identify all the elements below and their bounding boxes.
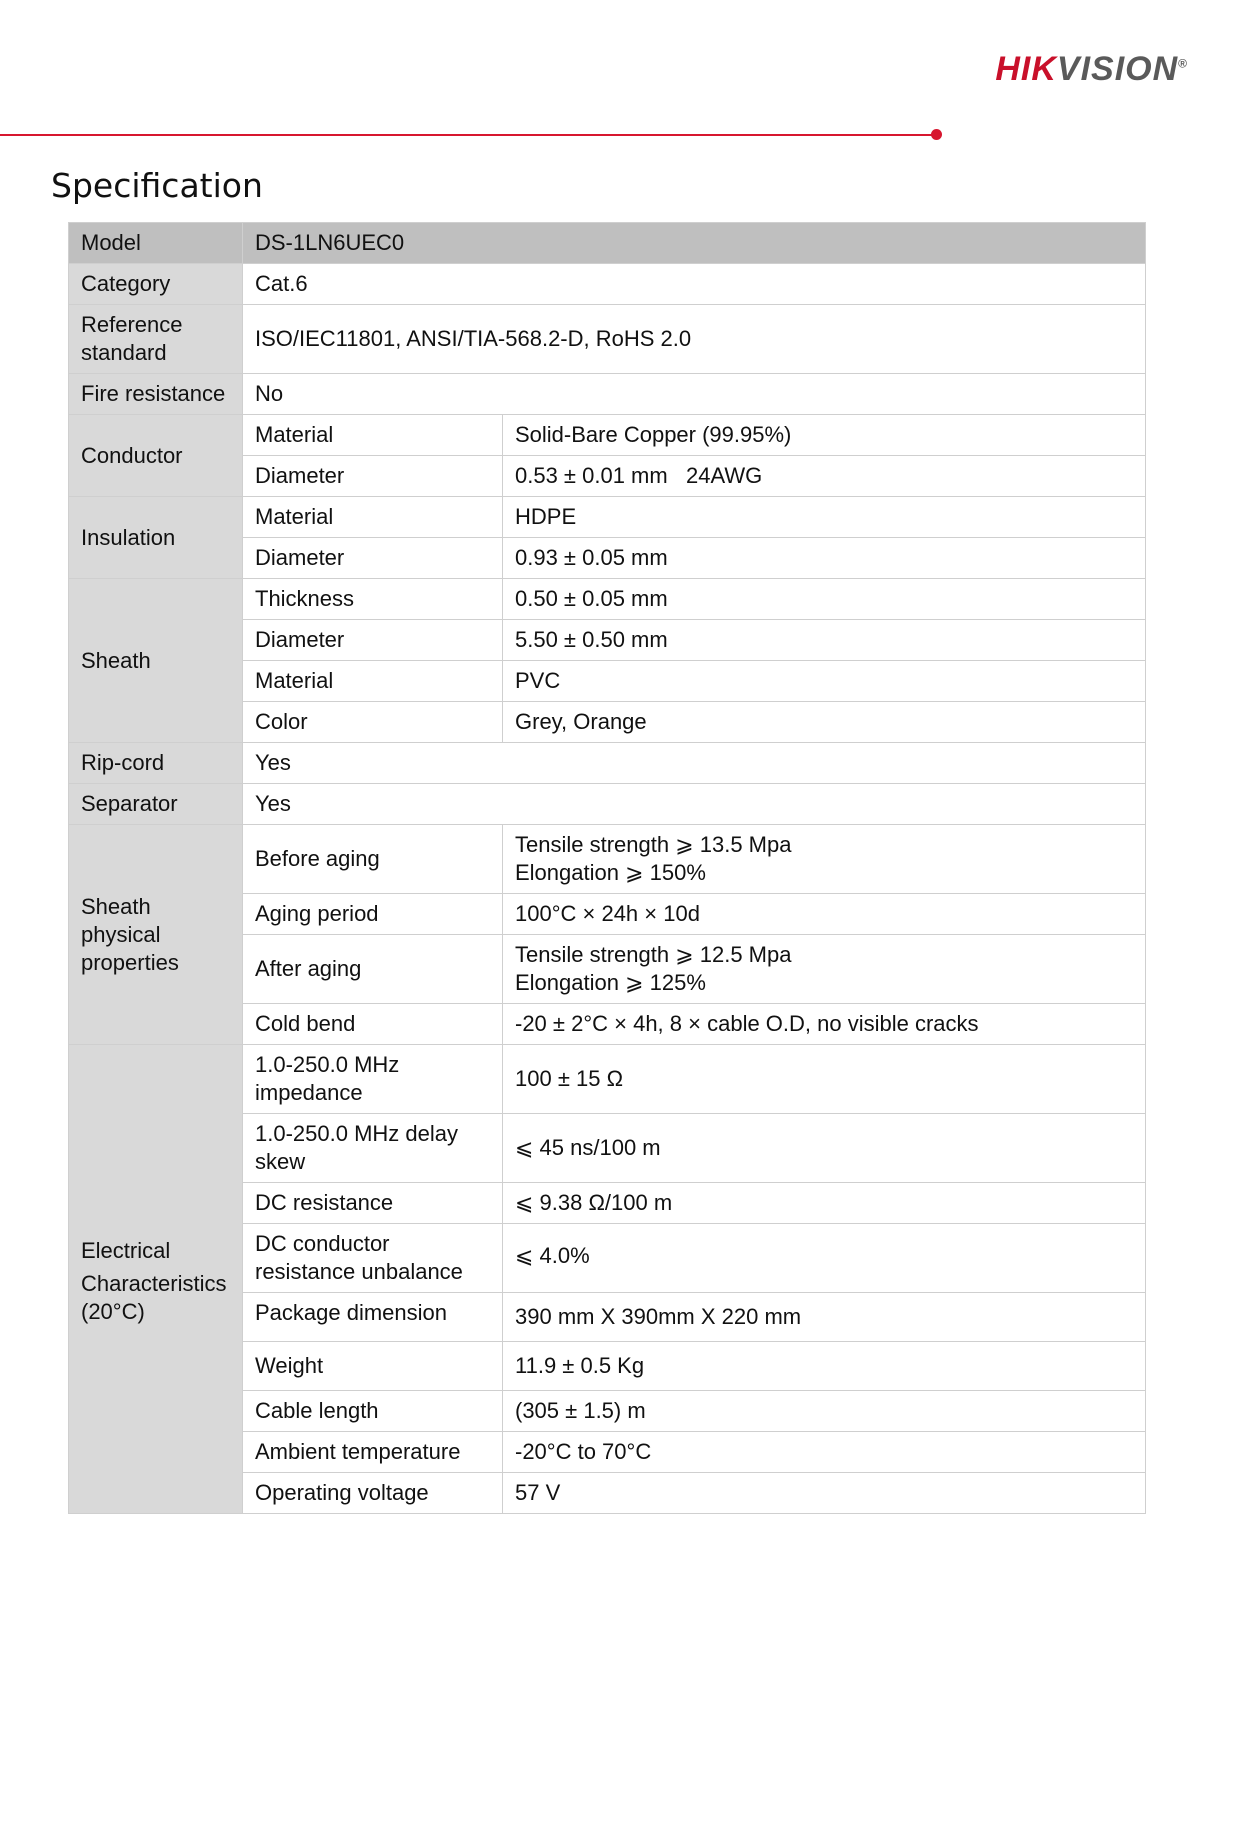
impedance-label-line2: impedance [255,1080,363,1105]
skew-label-line2: skew [255,1149,306,1174]
electrical-label-line1: Electrical [81,1238,171,1263]
insulation-material-label: Material [243,497,503,538]
reference-label-line2: standard [81,340,167,365]
ripcord-label: Rip-cord [69,743,243,784]
dc-resistance-value: ⩽ 9.38 Ω/100 m [503,1183,1146,1224]
package-value: 390 mm X 390mm X 220 mm [503,1293,1146,1342]
unbalance-label [243,1224,503,1293]
after-aging-elongation: Elongation ⩾ 125% [515,970,706,995]
ripcord-value: Yes [243,743,1146,784]
reference-label [69,305,243,374]
insulation-diameter-label: Diameter [243,538,503,579]
voltage-label: Operating voltage [243,1473,503,1514]
logo-trademark: ® [1178,56,1188,71]
model-label: Model [69,223,243,264]
conductor-material-label: Material [243,415,503,456]
electrical-label-line3: (20°C) [81,1299,145,1324]
before-aging-elongation: Elongation ⩾ 150% [515,860,706,885]
after-aging-tensile: Tensile strength ⩾ 12.5 Mpa [515,942,792,967]
cold-bend-label: Cold bend [243,1004,503,1045]
sheath-diameter-value: 5.50 ± 0.50 mm [503,620,1146,661]
row-impedance [69,1045,1146,1114]
row-fire-resistance [69,374,1146,415]
reference-value: ISO/IEC11801, ANSI/TIA-568.2-D, RoHS 2.0 [243,305,1146,374]
aging-period-label: Aging period [243,894,503,935]
impedance-label-line1: 1.0-250.0 MHz [255,1052,400,1077]
conductor-diameter-value: 0.53 ± 0.01 mm 24AWG [503,456,1146,497]
insulation-label: Insulation [69,497,243,579]
reference-label-line1: Reference [81,312,183,337]
after-aging-label: After aging [243,935,503,1004]
before-aging-label: Before aging [243,825,503,894]
physical-label-line3: properties [81,949,179,975]
impedance-value: 100 ± 15 Ω [503,1045,1146,1114]
separator-value: Yes [243,784,1146,825]
spec-table [68,222,1146,1514]
row-ripcord [69,743,1146,784]
sheath-color-value: Grey, Orange [503,702,1146,743]
sheath-label: Sheath [69,579,243,743]
sheath-color-label: Color [243,702,503,743]
conductor-material-value: Solid-Bare Copper (99.95%) [503,415,1146,456]
category-label: Category [69,264,243,305]
hikvision-logo [995,50,1188,89]
cable-length-value: (305 ± 1.5) m [503,1391,1146,1432]
dc-resistance-label: DC resistance [243,1183,503,1224]
skew-label-line1: 1.0-250.0 MHz delay [255,1121,458,1146]
header-divider-dot [931,129,942,140]
insulation-diameter-value: 0.93 ± 0.05 mm [503,538,1146,579]
row-before-aging [69,825,1146,894]
after-aging-value [503,935,1146,1004]
before-aging-tensile: Tensile strength ⩾ 13.5 Mpa [515,832,792,857]
model-value: DS-1LN6UEC0 [243,223,1146,264]
insulation-material-value: HDPE [503,497,1146,538]
row-conductor-material [69,415,1146,456]
row-sheath-thickness [69,579,1146,620]
weight-value: 11.9 ± 0.5 Kg [503,1342,1146,1391]
voltage-value: 57 V [503,1473,1146,1514]
logo-part2: VISION [1056,50,1179,88]
physical-label-line2: physical [81,921,161,947]
category-value: Cat.6 [243,264,1146,305]
separator-label: Separator [69,784,243,825]
skew-label [243,1114,503,1183]
weight-label: Weight [243,1342,503,1391]
page-title: Specification [51,166,263,205]
aging-period-value: 100°C × 24h × 10d [503,894,1146,935]
row-separator [69,784,1146,825]
sheath-thickness-label: Thickness [243,579,503,620]
logo-part1: HIK [995,50,1057,88]
row-insulation-material [69,497,1146,538]
physical-label [69,825,243,1045]
package-label: Package dimension [243,1293,503,1342]
conductor-label: Conductor [69,415,243,497]
fire-label: Fire resistance [69,374,243,415]
electrical-label [69,1045,243,1514]
row-reference-standard [69,305,1146,374]
sheath-material-label: Material [243,661,503,702]
sheath-material-value: PVC [503,661,1146,702]
unbalance-value: ⩽ 4.0% [503,1224,1146,1293]
impedance-label [243,1045,503,1114]
electrical-label-line2: Characteristics [81,1271,227,1296]
cable-length-label: Cable length [243,1391,503,1432]
sheath-diameter-label: Diameter [243,620,503,661]
sheath-thickness-value: 0.50 ± 0.05 mm [503,579,1146,620]
ambient-value: -20°C to 70°C [503,1432,1146,1473]
row-model [69,223,1146,264]
cold-bend-value: -20 ± 2°C × 4h, 8 × cable O.D, no visible cracks [503,1004,1146,1045]
ambient-label: Ambient temperature [243,1432,503,1473]
fire-value: No [243,374,1146,415]
header-divider [0,134,936,136]
unbalance-label-line1: DC conductor [255,1231,390,1256]
physical-label-line1: Sheath [81,893,151,919]
conductor-diameter-label: Diameter [243,456,503,497]
before-aging-value [503,825,1146,894]
row-category [69,264,1146,305]
skew-value: ⩽ 45 ns/100 m [503,1114,1146,1183]
unbalance-label-line2: resistance unbalance [255,1259,463,1284]
